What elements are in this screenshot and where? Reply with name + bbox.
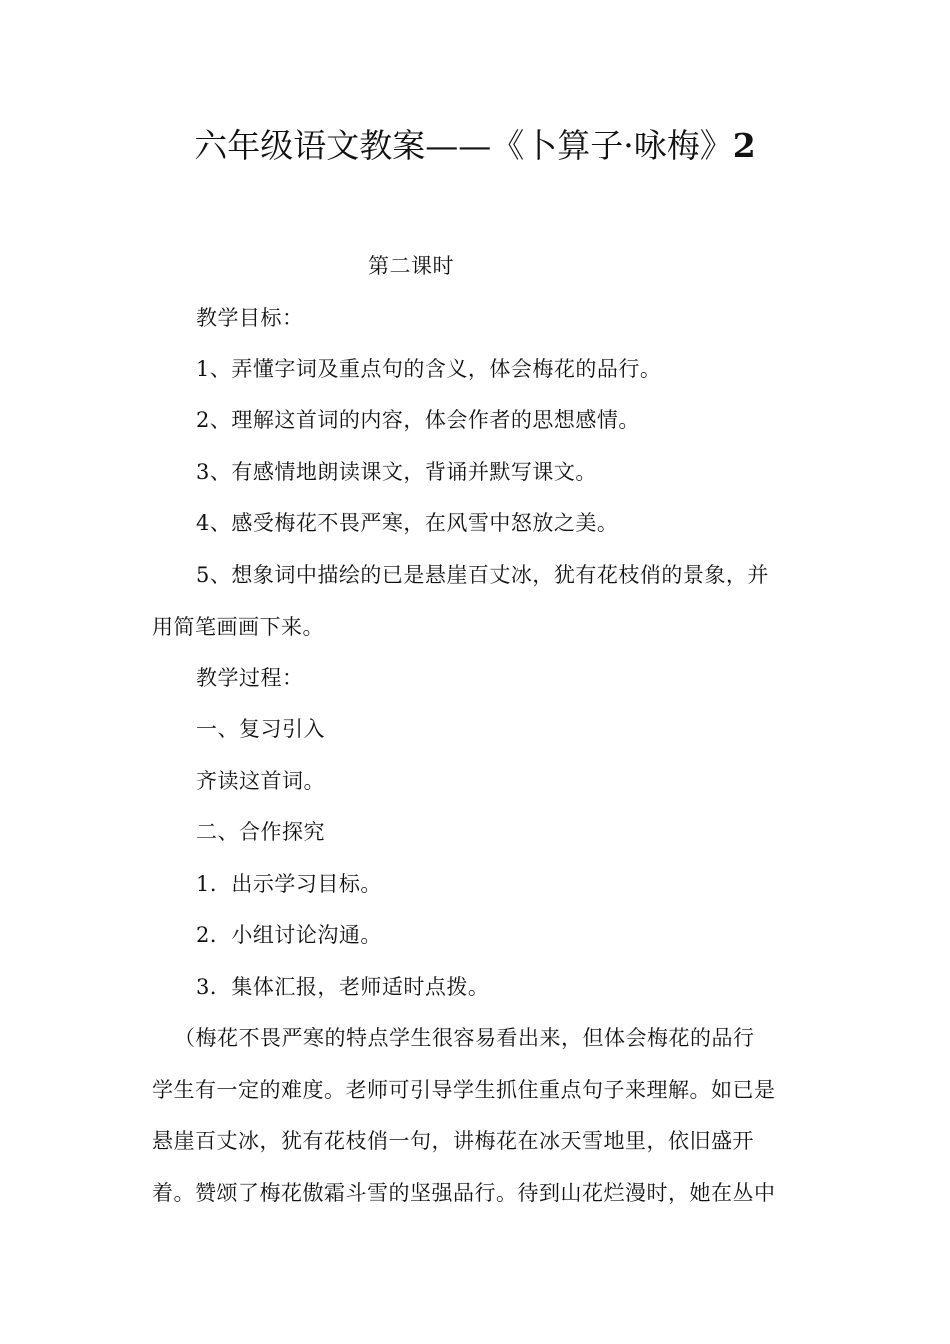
goal-item-5-continued: 用简笔画画下来。 [152,615,324,639]
title-text: 六年级语文教案——《卜算子·咏梅》 [194,126,733,165]
section-heading-process: 教学过程： [196,666,304,690]
lesson-period: 第二课时 [368,254,454,278]
note-paragraph-line-1: （梅花不畏严寒的特点学生很容易看出来，但体会梅花的品行 [174,1026,755,1050]
step-2-item-2: 2．小组讨论沟通。 [196,923,382,947]
goal-item-1: 1、弄懂字词及重点句的含义，体会梅花的品行。 [196,357,662,381]
note-paragraph-line-3: 悬崖百丈冰，犹有花枝俏一句，讲梅花在冰天雪地里，依旧盛开 [152,1129,754,1153]
step-heading-2: 二、合作探究 [196,820,325,844]
goal-item-5: 5、想象词中描绘的已是悬崖百丈冰，犹有花枝俏的景象，并 [196,563,769,587]
step-2-item-1: 1．出示学习目标。 [196,872,382,896]
title-number: 2 [732,126,756,165]
note-paragraph-line-2: 学生有一定的难度。老师可引导学生抓住重点句子来理解。如已是 [152,1078,776,1102]
document-title [0,122,950,170]
goal-item-3: 3、有感情地朗读课文，背诵并默写课文。 [196,460,597,484]
note-paragraph-line-4: 着。赞颂了梅花傲霜斗雪的坚强品行。待到山花烂漫时，她在丛中 [152,1181,776,1205]
step-heading-1: 一、复习引入 [196,717,325,741]
goal-item-2: 2、理解这首词的内容，体会作者的思想感情。 [196,408,640,432]
step-1-text: 齐读这首词。 [196,769,325,793]
goal-item-4: 4、感受梅花不畏严寒，在风雪中怒放之美。 [196,511,619,535]
step-2-item-3: 3．集体汇报，老师适时点拨。 [196,975,490,999]
section-heading-goals: 教学目标： [196,306,304,330]
